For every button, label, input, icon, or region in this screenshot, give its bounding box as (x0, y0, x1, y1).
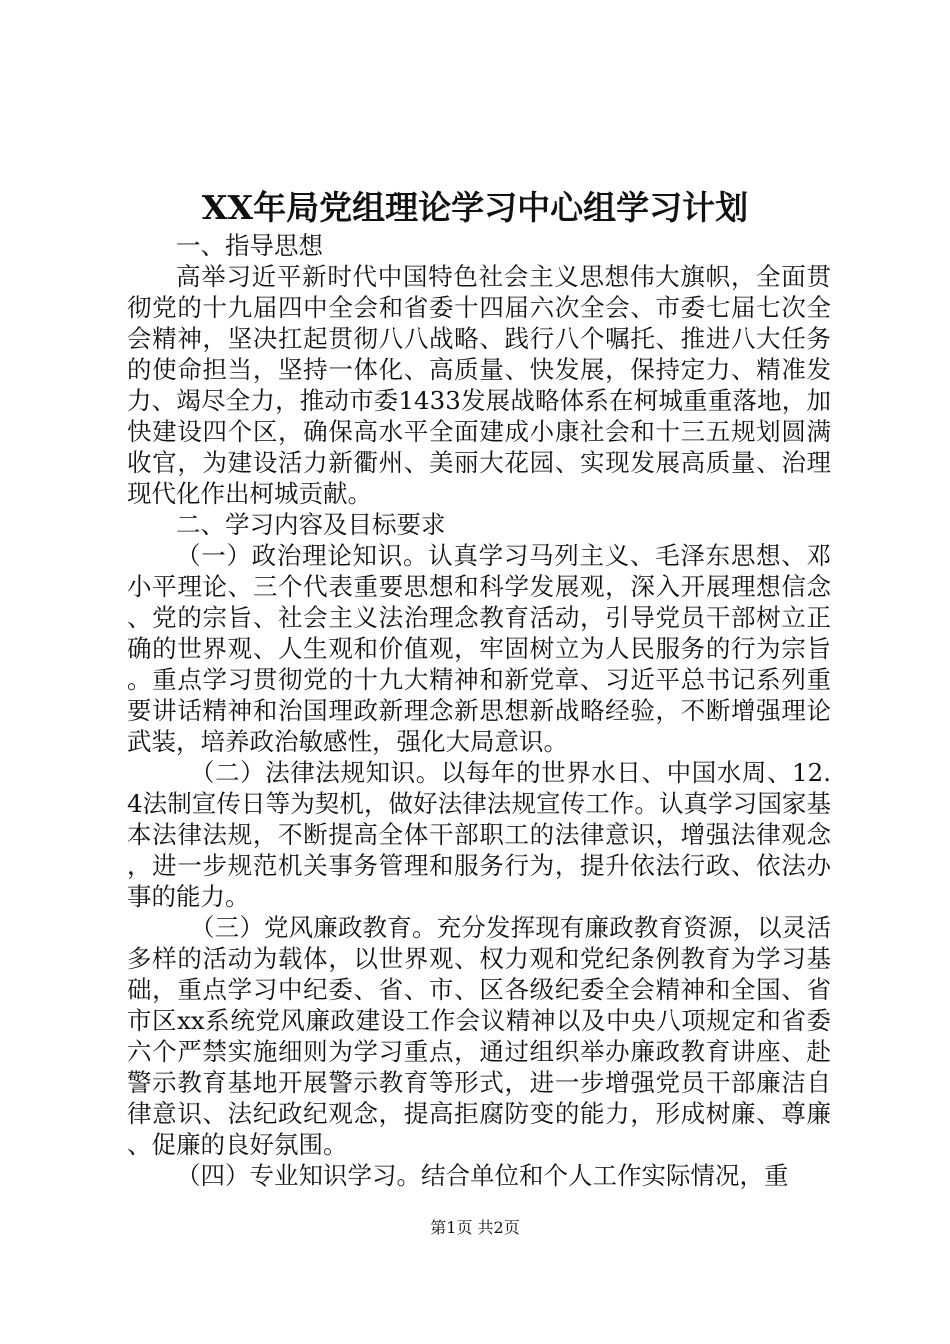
paragraph-political-theory: （一）政治理论知识。认真学习马列主义、毛泽东思想、邓小平理论、三个代表重要思想和科学发展观，深入开展理想信念、党的宗旨、社会主义法治理念教育活动，引导党员干部树立正确的世界观、人生观和价值观，牢固树立为人民服务的行为宗旨。重点学习贯彻党的十九大精神和新党章、习近平总书记系列重要讲话精神和治国理政新理念新思想新战略经验，不断增强理论武装，培养政治敏感性，强化大局意识。 (127, 541, 831, 756)
document-body (127, 230, 831, 1191)
document-title: XX年局党组理论学习中心组学习计划 (201, 188, 749, 227)
paragraph-clean-governance: （三）党风廉政教育。充分发挥现有廉政教育资源，以灵活多样的活动为载体，以世界观、权力观和党纪条例教育为学习基础，重点学习中纪委、省、市、区各级纪委全会精神和全国、省市区xx系统党风廉政建设工作会议精神以及中央八项规定和省委六个严禁实施细则为学习重点，通过组织举办廉政教育讲座、赴警示教育基地开展警示教育等形式，进一步增强党员干部廉洁自律意识、法纪政纪观念，提高拒腐防变的能力，形成树廉、尊廉、促廉的良好氛围。 (127, 913, 831, 1159)
paragraph-laws-regulations: （二）法律法规知识。以每年的世界水日、中国水周、12.4法制宣传日等为契机，做好法律法规宣传工作。认真学习国家基本法律法规，不断提高全体干部职工的法律意识，增强法律观念，进一步规范机关事务管理和服务行为，提升依法行政、依法办事的能力。 (127, 758, 831, 911)
paragraph-professional-knowledge: （四）专业知识学习。结合单位和个人工作实际情况，重 (176, 1161, 789, 1190)
page-footer: 第1页 共2页 (430, 1218, 520, 1237)
section-heading-guiding-ideology: 一、指导思想 (176, 231, 323, 260)
paragraph-guiding-ideology: 高举习近平新时代中国特色社会主义思想伟大旗帜，全面贯彻党的十九届四中全会和省委十四届六次全会、市委七届七次全会精神，坚决扛起贯彻八八战略、践行八个嘱托、推进八大任务的使命担当，坚持一体化、高质量、快发展，保持定力、精准发力、竭尽全力，推动市委1433发展战略体系在柯城重重落地，加快建设四个区，确保高水平全面建成小康社会和十三五规划圆满收官，为建设活力新衢州、美丽大花园、实现发展高质量、治理现代化作出柯城贡献。 (127, 262, 831, 508)
section-heading-study-content: 二、学习内容及目标要求 (176, 510, 446, 539)
